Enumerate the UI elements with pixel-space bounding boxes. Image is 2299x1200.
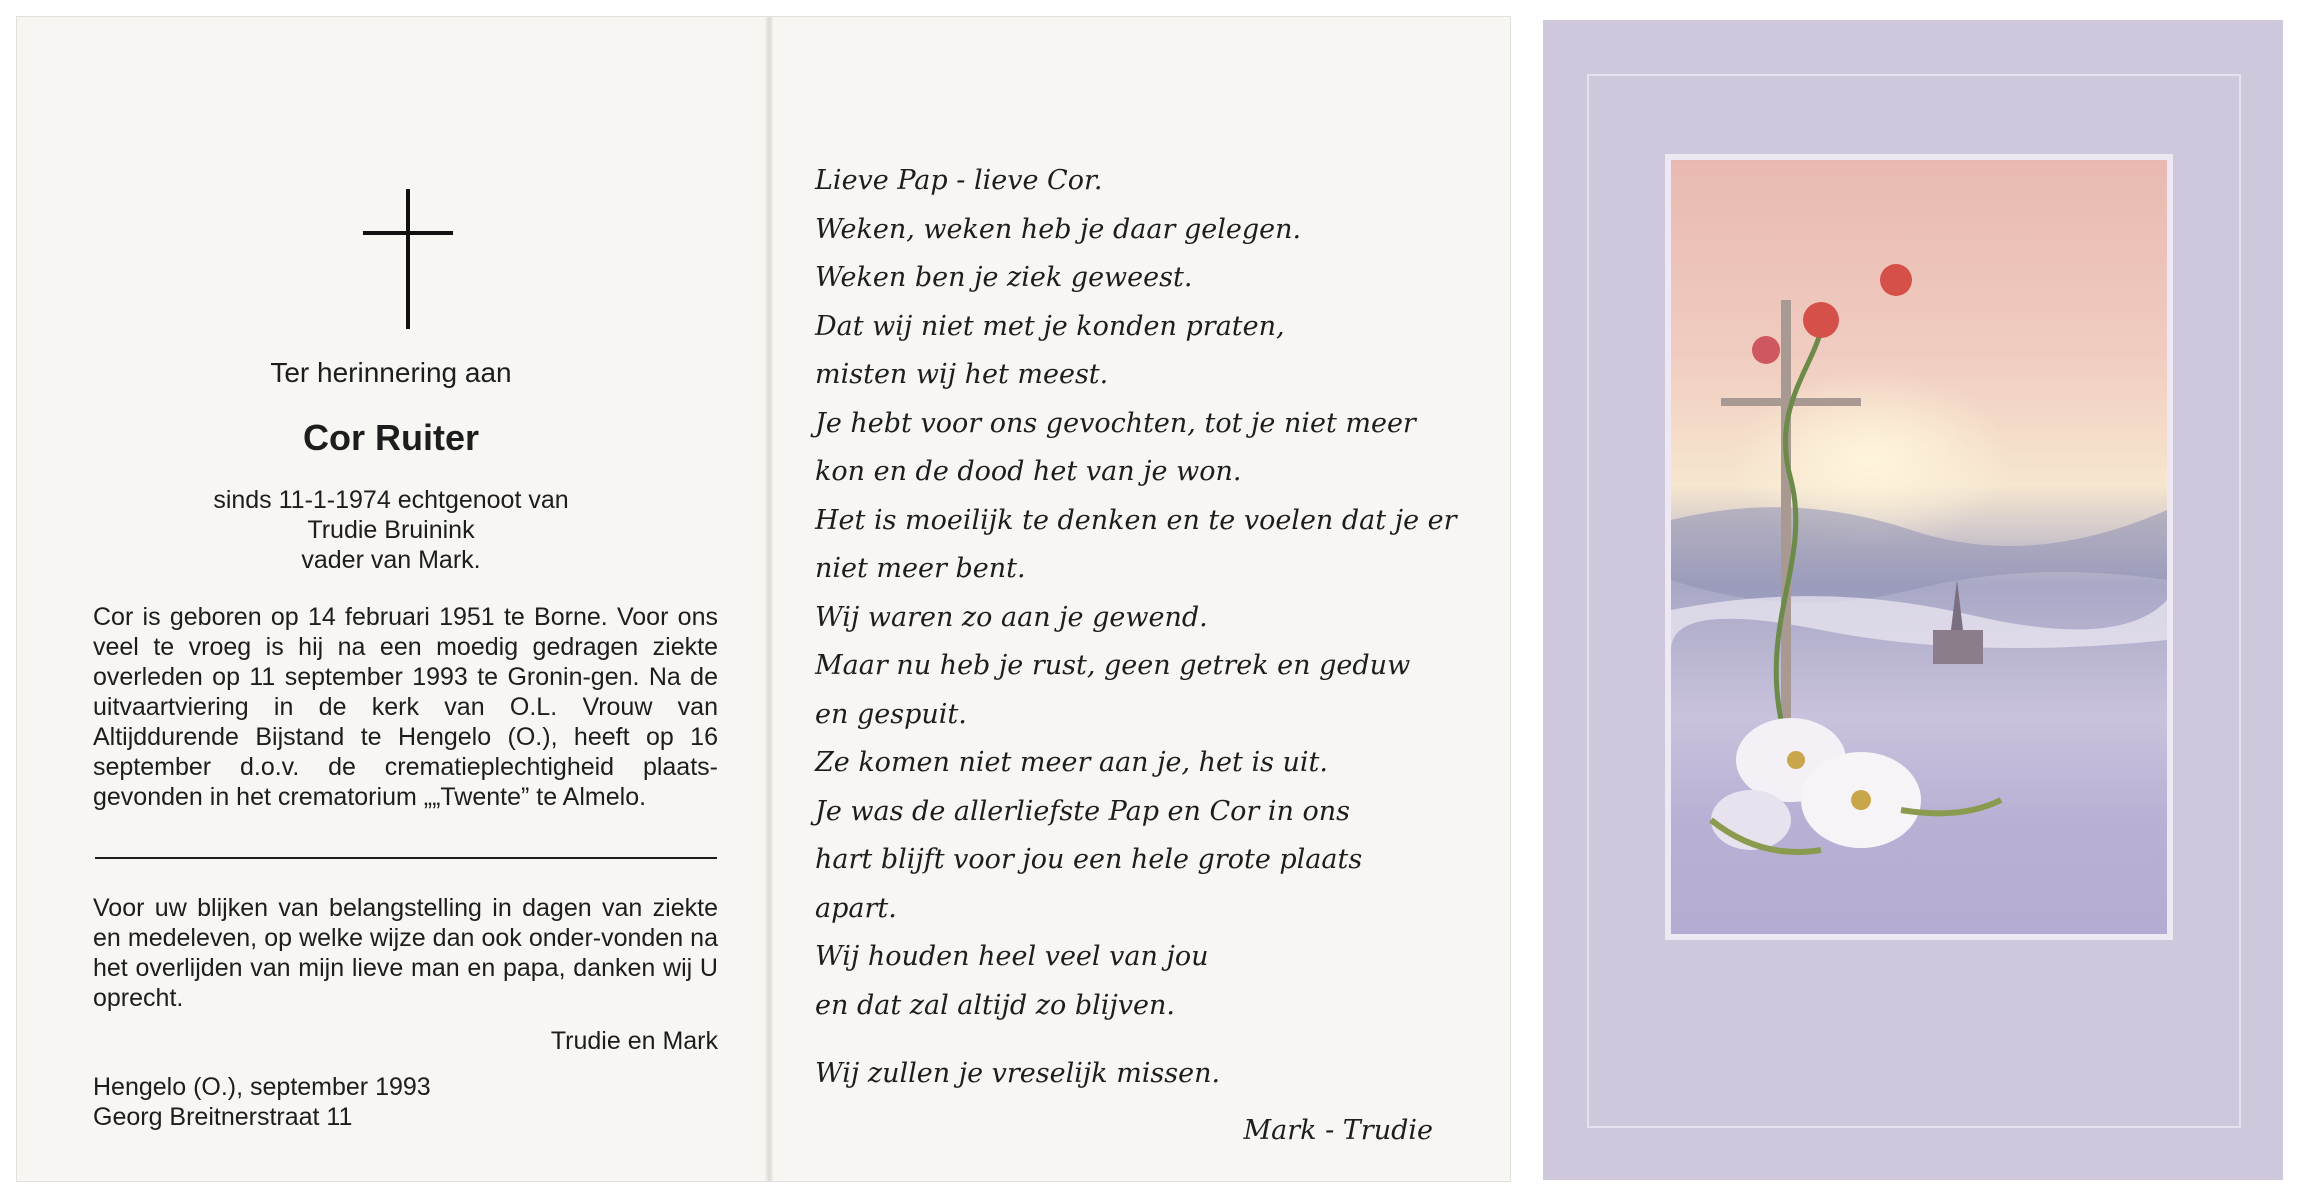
divider bbox=[95, 857, 717, 859]
poem-line: Wij houden heel veel van jou bbox=[815, 941, 1209, 972]
relation-line-2: Trudie Bruinink bbox=[307, 516, 475, 544]
poem-line: kon en de dood het van je won. bbox=[815, 456, 1242, 487]
poem-line: apart. bbox=[815, 892, 897, 924]
poem-line: Het is moeilijk te denken en te voelen dat je er bbox=[815, 504, 1457, 536]
poem-line: Lieve Pap - lieve Cor. bbox=[815, 165, 1103, 196]
deceased-name: Cor Ruiter bbox=[302, 417, 479, 458]
poem-line: en dat zal altijd zo blijven. bbox=[815, 989, 1175, 1021]
card-fold bbox=[765, 17, 773, 1181]
address: Georg Breitnerstraat 11 bbox=[93, 1103, 353, 1131]
flower-cross-painting bbox=[1665, 154, 2173, 940]
poem-line: hart blijft voor jou een hele grote plaats bbox=[815, 844, 1363, 875]
poem-line: Ze komen niet meer aan je, het is uit. bbox=[815, 747, 1328, 778]
place-date: Hengelo (O.), september 1993 bbox=[93, 1073, 431, 1101]
poem-line: Je was de allerliefste Pap en Cor in ons bbox=[815, 795, 1351, 827]
poem bbox=[815, 157, 1475, 1099]
card-cover bbox=[1543, 20, 2283, 1180]
cross-icon bbox=[363, 189, 453, 329]
relation-line-3: vader van Mark. bbox=[301, 546, 481, 574]
poem-signature: Mark - Trudie bbox=[1243, 1115, 1433, 1146]
right-page bbox=[773, 17, 1510, 1181]
poem-closing: Wij zullen je vreselijk missen. bbox=[815, 1058, 1221, 1089]
poem-line: Dat wij niet met je konden praten, bbox=[815, 310, 1285, 342]
signature-names: Trudie en Mark bbox=[550, 1027, 718, 1055]
thanks-text: Voor uw blijken van belangstelling in dagen van ziekte en medeleven, op welke wijze dan ook onder-vonden na het overlijden van mijn lieve man en papa, danken wij U oprecht. bbox=[93, 894, 718, 1012]
poem-line: Je hebt voor ons gevochten, tot je niet meer bbox=[815, 407, 1416, 439]
relation-line-1: sinds 11-1-1974 echtgenoot van bbox=[213, 486, 569, 514]
poem-line: niet meer bent. bbox=[815, 553, 1026, 584]
poem-line: Weken ben je ziek geweest. bbox=[815, 262, 1193, 293]
biography-text: Cor is geboren op 14 februari 1951 te Borne. Voor ons veel te vroeg is hij na een moedig gedragen ziekte overleden op 11 september 1993 te Gronin-gen. Na de uitvaartviering in de kerk van O.L. Vrouw van Altijddurende Bijstand te Hengelo (O.), heeft op 16 september d.o.v. de crematieplechtigheid plaats-gevonden in het crematorium „„Twente” te Almelo. bbox=[93, 603, 718, 811]
poem-line: Weken, weken heb je daar gelegen. bbox=[815, 213, 1302, 245]
intro-text: Ter herinnering aan bbox=[270, 357, 512, 388]
left-page bbox=[17, 17, 765, 1181]
poem-line: Maar nu heb je rust, geen getrek en geduw bbox=[815, 650, 1411, 681]
poem-line: Wij waren zo aan je gewend. bbox=[815, 601, 1208, 633]
poem-line: misten wij het meest. bbox=[815, 359, 1109, 390]
poem-line: en gespuit. bbox=[815, 698, 967, 730]
